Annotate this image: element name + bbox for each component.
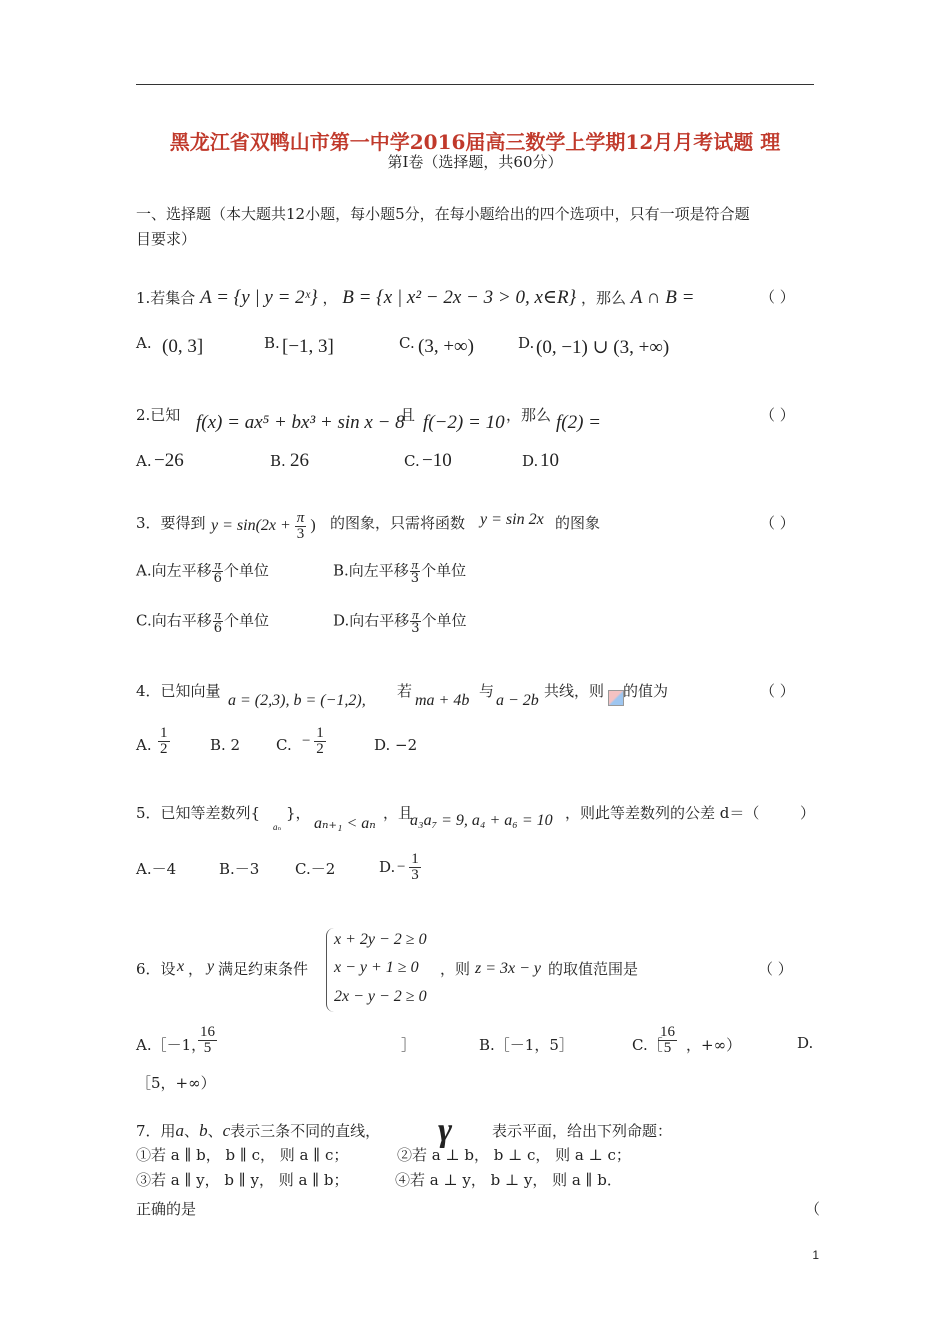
- option-fraction: [409, 558, 421, 585]
- q4-answer-paren: （ ）: [760, 682, 795, 700]
- q4-option-b: B. 2: [210, 736, 241, 754]
- option-text: A.向左平移: [136, 561, 212, 580]
- q2-answer-paren: （ ）: [760, 406, 795, 424]
- q4-option-c-value: [302, 726, 326, 757]
- q6-answer-paren: （ ）: [758, 960, 793, 978]
- fraction-numerator: 16: [200, 1024, 215, 1040]
- fraction-denominator: 3: [411, 621, 420, 636]
- q2-option-d-label: D.: [522, 452, 539, 470]
- option-fraction: [658, 1025, 677, 1056]
- q2-option-a-label: A.: [136, 452, 152, 470]
- q1-expr: A ∩ B =: [630, 287, 695, 308]
- fraction-numerator: 1: [316, 725, 324, 741]
- q4-vector-1: ma + 4b: [415, 692, 470, 709]
- minus-sign: −: [397, 858, 406, 875]
- fraction-denominator: 5: [663, 1040, 672, 1056]
- q6-option-c-label: C.［: [632, 1036, 663, 1054]
- q6-x: x: [177, 958, 185, 975]
- q6-then: ，则: [440, 960, 471, 978]
- q5-cond2: a₃a₇ = 9, a₄ + a₆ = 10: [410, 812, 553, 829]
- q1-number: 1.若集合: [136, 289, 196, 307]
- fraction-numerator: π: [412, 607, 419, 622]
- q4-vectors: a = (2,3), b = (−1,2),: [228, 692, 366, 709]
- q2-option-b-label: B.: [270, 452, 286, 470]
- q1-option-a: [136, 334, 152, 352]
- q2-and: 且: [400, 406, 416, 424]
- q7-text2: 表示三条不同的直线，: [230, 1122, 381, 1140]
- q1-option-b-value: [−1, 3]: [282, 336, 334, 357]
- q3-option-a: [136, 558, 269, 585]
- q3-text3: 的图象: [555, 514, 601, 532]
- q1-option-c: [399, 334, 415, 352]
- option-label: C.: [399, 334, 415, 352]
- fraction-denominator: 3: [411, 867, 419, 883]
- q7-prop-3: ③若 a ∥ y， b ∥ y， 则 a ∥ b；: [136, 1171, 349, 1189]
- q3-text2: 的图象，只需将函数: [330, 514, 466, 532]
- q2-option-c-label: C.: [404, 452, 420, 470]
- q6-constraint-1: x + 2y − 2 ≥ 0: [334, 931, 427, 948]
- q5-qie: ，且: [383, 804, 414, 822]
- fraction-denominator: 2: [160, 741, 168, 757]
- q3-fraction: [295, 511, 307, 542]
- q5-option-d-value: [397, 852, 421, 883]
- q4-tail1: 共线，则: [544, 682, 605, 700]
- option-text: D.向右平移: [333, 611, 410, 630]
- option-label: D.: [518, 334, 535, 352]
- option-fraction: [409, 852, 421, 883]
- q6-option-c-tail: ，+∞）: [686, 1036, 742, 1054]
- q6-constraint-3: 2x − y − 2 ≥ 0: [334, 988, 427, 1005]
- fraction-numerator: 16: [660, 1024, 675, 1040]
- header-rule: [136, 84, 814, 85]
- q6-option-d-label: D.: [797, 1034, 814, 1052]
- q7-prop-2: ②若 a ⊥ b， b ⊥ c， 则 a ⊥ c；: [397, 1146, 631, 1164]
- q1-set-b: B = {x | x² − 2x − 3 > 0, x∈R}: [342, 287, 577, 308]
- q5-close-paren: ）: [800, 804, 816, 822]
- q7-open-paren: （: [805, 1200, 821, 1218]
- q4-vector-2: a − 2b: [496, 692, 539, 709]
- q6-option-a-close: ］: [401, 1036, 417, 1054]
- q5-option-b: B.－3: [219, 860, 260, 878]
- q5-an: aₙ: [273, 822, 282, 832]
- fraction-numerator: π: [214, 607, 222, 622]
- q7-dun: 、: [184, 1122, 200, 1140]
- fraction-denominator: 2: [316, 741, 324, 757]
- q4-option-a-label: A.: [136, 736, 152, 754]
- q5-close: }，: [286, 804, 311, 822]
- q1-sep: ，: [322, 289, 338, 307]
- q1-set-a: A = {y | y = 2ˣ}: [200, 287, 318, 308]
- option-label: B.: [264, 334, 280, 352]
- q7-prop-4: ④若 a ⊥ y， b ⊥ y， 则 a ∥ b．: [395, 1171, 622, 1189]
- q6-option-d-value: ［5，+∞）: [136, 1074, 216, 1092]
- q2-condition: f(−2) = 10: [423, 412, 505, 433]
- option-fraction: [409, 608, 421, 635]
- q5-number: 5．已知等差数列{: [136, 804, 261, 822]
- q3-option-c: [136, 608, 269, 635]
- q5-tail: ，则此等差数列的公差 d＝（: [565, 804, 760, 822]
- q2-option-c-value: −10: [422, 450, 452, 471]
- q3-text1: 3．要得到: [136, 514, 206, 532]
- q6-z: z = 3x − y: [475, 960, 542, 977]
- fraction-denominator: 5: [203, 1040, 212, 1056]
- section-heading-line2: 目要求）: [136, 230, 197, 248]
- q1-stem: [136, 286, 694, 309]
- option-unit: 个单位: [421, 611, 467, 630]
- q7-line-a: a: [175, 1121, 185, 1140]
- option-unit: 个单位: [224, 611, 270, 630]
- broken-image-icon: [608, 690, 624, 706]
- fraction-numerator: 1: [411, 851, 419, 867]
- option-fraction: [212, 608, 224, 635]
- q6-option-b: B.［－1，5］: [479, 1036, 574, 1054]
- q3-option-d: [333, 608, 467, 635]
- q6-option-a-label: A.［－1，: [136, 1036, 207, 1054]
- q3-answer-paren: （ ）: [760, 514, 795, 532]
- q6-number: 6．设: [136, 960, 176, 978]
- fraction-denominator: 3: [410, 571, 420, 586]
- q6-constraint-2: x − y + 1 ≥ 0: [334, 959, 419, 976]
- q4-option-c-label: C.: [276, 736, 292, 754]
- q7-gamma: γ: [438, 1112, 453, 1149]
- q2-function: f(x) = ax⁵ + bx³ + sin x − 8: [196, 412, 405, 433]
- page-number: 1: [812, 1248, 819, 1262]
- q6-option-c-fraction: [658, 1025, 677, 1056]
- page-subtitle: 第Ⅰ卷（选择题，共60分）: [387, 153, 563, 171]
- option-unit: 个单位: [421, 561, 467, 580]
- q7-stem: [136, 1120, 380, 1141]
- q6-tail: 的取值范围是: [548, 960, 639, 978]
- option-fraction: [158, 726, 170, 757]
- option-fraction: [198, 1025, 217, 1056]
- q3-option-b: [333, 558, 466, 585]
- minus-sign: −: [302, 732, 311, 749]
- fraction-denominator: 6: [213, 621, 222, 636]
- q2-number: 2.已知: [136, 406, 181, 424]
- q3-fn1-main: y = sin(2x +: [211, 517, 291, 535]
- option-text: B.向左平移: [333, 561, 409, 580]
- q7-dun: 、: [207, 1122, 223, 1140]
- q4-ruo: 若: [397, 682, 413, 700]
- q2-tail: ，那么: [506, 406, 552, 424]
- q1-answer-paren: （ ）: [760, 288, 795, 306]
- q3-fn1: [211, 511, 316, 542]
- fraction-numerator: π: [214, 557, 221, 572]
- page-title: 黑龙江省双鸭山市第一中学2016届高三数学上学期12月月考试题 理: [169, 130, 781, 154]
- q6-option-a-fraction: [198, 1025, 217, 1056]
- q1-option-c-value: (3, +∞): [418, 336, 474, 357]
- q7-line-b: b: [199, 1121, 208, 1140]
- q7-prop-1: ①若 a ∥ b， b ∥ c， 则 a ∥ c；: [136, 1146, 349, 1164]
- q1-option-d-value: (0, −1) ∪ (3, +∞): [536, 337, 670, 358]
- q4-number: 4．已知向量: [136, 682, 221, 700]
- option-fraction: [212, 558, 224, 585]
- q1-option-b: [264, 334, 280, 352]
- q5-option-c: C.－2: [295, 860, 336, 878]
- q3-fn2: y = sin 2x: [480, 511, 544, 528]
- q2-option-a-value: −26: [154, 450, 184, 471]
- q6-text: 满足约束条件: [218, 960, 309, 978]
- q4-tail2: 的值为: [623, 682, 669, 700]
- q7-line-c: c: [222, 1121, 231, 1140]
- option-fraction: [314, 726, 326, 757]
- q7-text3: 表示平面，给出下列命题：: [492, 1122, 673, 1140]
- q1-option-a-value: (0, 3]: [162, 336, 204, 357]
- q7-correct: 正确的是: [136, 1200, 197, 1218]
- q2-option-b-value: 26: [290, 450, 309, 471]
- q1-option-d: [518, 334, 534, 352]
- q5-cond1: aₙ₊₁ < aₙ: [314, 815, 376, 832]
- q4-option-a-value: [158, 726, 170, 757]
- q2-option-d-value: 10: [540, 450, 559, 471]
- q4-yu: 与: [479, 682, 495, 700]
- q3-fn1-close: ): [310, 517, 316, 535]
- q6-comma: ，: [188, 960, 204, 978]
- q5-option-a: A.－4: [136, 860, 177, 878]
- q4-option-d: D. −2: [374, 736, 418, 754]
- option-unit: 个单位: [223, 561, 269, 580]
- section-heading-line1: 一、选择题（本大题共12小题，每小题5分，在每小题给出的四个选项中，只有一项是符合题: [136, 205, 750, 223]
- q6-y: y: [207, 958, 215, 975]
- option-label: A.: [136, 334, 152, 352]
- option-text: C.向右平移: [136, 611, 212, 630]
- fraction-numerator: π: [411, 557, 419, 572]
- fraction-numerator: π: [296, 510, 305, 526]
- q2-ask: f(2) =: [556, 412, 602, 433]
- q5-option-d-label: D.: [379, 858, 396, 876]
- q1-tail: ，那么: [580, 289, 626, 307]
- fraction-denominator: 6: [213, 571, 222, 586]
- fraction-denominator: 3: [296, 526, 305, 542]
- q7-text1: 7．用: [136, 1122, 176, 1140]
- fraction-numerator: 1: [160, 725, 168, 741]
